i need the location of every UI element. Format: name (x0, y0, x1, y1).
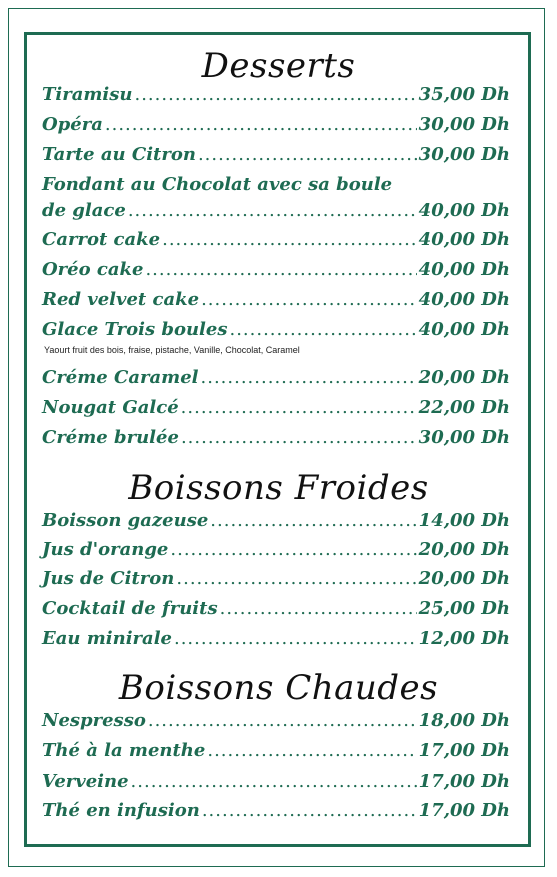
section-title-desserts: Desserts (201, 46, 356, 86)
item-name: Opéra (42, 114, 103, 135)
item-name: Tiramisu (42, 84, 133, 105)
item-name: Créme Caramel (42, 367, 199, 388)
item-price: 40,00 Dh (418, 200, 510, 221)
item-price: 40,00 Dh (418, 319, 510, 340)
item-price: 25,00 Dh (418, 598, 510, 619)
leader-dots (145, 259, 416, 280)
menu-item-the-a-la-menthe (42, 740, 510, 761)
menu-item-tarte-au-citron (42, 144, 510, 165)
item-name: Eau minirale (42, 628, 172, 649)
menu-item-opera (42, 114, 510, 135)
menu-item-nespresso (42, 710, 510, 731)
item-name: Nespresso (42, 710, 146, 731)
leader-dots (210, 510, 416, 531)
item-price: 14,00 Dh (418, 510, 510, 531)
leader-dots (176, 568, 416, 589)
item-price: 20,00 Dh (418, 367, 510, 388)
item-price: 20,00 Dh (418, 568, 510, 589)
leader-dots (170, 539, 416, 560)
leader-dots (148, 710, 417, 731)
menu-item-glace-trois-boules (42, 319, 510, 340)
leader-dots (229, 319, 416, 340)
menu-item-oreo-cake (42, 259, 510, 280)
leader-dots (207, 740, 416, 761)
item-name: Tarte au Citron (42, 144, 196, 165)
leader-dots (198, 144, 417, 165)
item-price: 30,00 Dh (418, 427, 510, 448)
menu-item-fondant-au-chocolat (42, 200, 510, 221)
item-name: Red velvet cake (42, 289, 200, 310)
menu-item-boisson-gazeuse (42, 510, 510, 531)
item-name: Créme brulée (42, 427, 179, 448)
leader-dots (202, 800, 417, 821)
item-price: 17,00 Dh (418, 800, 510, 821)
item-price: 18,00 Dh (418, 710, 510, 731)
menu-item-creme-caramel (42, 367, 510, 388)
leader-dots (220, 598, 417, 619)
item-price: 30,00 Dh (418, 114, 510, 135)
menu-item-cocktail-de-fruits (42, 598, 510, 619)
item-price: 22,00 Dh (418, 397, 510, 418)
item-name: Oréo cake (42, 259, 144, 280)
item-price: 40,00 Dh (418, 229, 510, 250)
leader-dots (181, 397, 417, 418)
menu-item-the-en-infusion (42, 800, 510, 821)
menu-item-jus-d-orange (42, 539, 510, 560)
item-name: Cocktail de fruits (42, 598, 218, 619)
item-price: 17,00 Dh (418, 771, 510, 792)
menu-item-tiramisu (42, 84, 510, 105)
leader-dots (174, 628, 417, 649)
section-title-boissons-chaudes: Boissons Chaudes (118, 668, 439, 708)
item-name: Carrot cake (42, 229, 161, 250)
item-name: Jus de Citron (42, 568, 175, 589)
menu-item-verveine (42, 771, 510, 792)
item-price: 20,00 Dh (418, 539, 510, 560)
item-name: Glace Trois boules (42, 319, 228, 340)
item-price: 30,00 Dh (418, 144, 510, 165)
item-price: 35,00 Dh (418, 84, 510, 105)
leader-dots (134, 84, 416, 105)
leader-dots (162, 229, 417, 250)
leader-dots (105, 114, 417, 135)
menu-item-carrot-cake (42, 229, 510, 250)
item-name: Jus d'orange (42, 539, 169, 560)
item-name-line1: Fondant au Chocolat avec sa boule (42, 174, 393, 195)
section-title-boissons-froides: Boissons Froides (128, 468, 429, 508)
leader-dots (181, 427, 417, 448)
leader-dots (201, 367, 417, 388)
leader-dots (201, 289, 417, 310)
menu-item-nougat-glace (42, 397, 510, 418)
menu-item-eau-minirale (42, 628, 510, 649)
item-name: Thé à la menthe (42, 740, 206, 761)
menu-item-creme-brulee (42, 427, 510, 448)
leader-dots (131, 771, 417, 792)
item-price: 12,00 Dh (418, 628, 510, 649)
item-price: 17,00 Dh (418, 740, 510, 761)
item-name: Verveine (42, 771, 129, 792)
item-name: Nougat Galcé (42, 397, 179, 418)
leader-dots (128, 200, 417, 221)
menu-item-jus-de-citron (42, 568, 510, 589)
menu-item-red-velvet-cake (42, 289, 510, 310)
item-name: Boisson gazeuse (42, 510, 209, 531)
item-name: de glace (42, 200, 126, 221)
item-note: Yaourt fruit des bois, fraise, pistache, Vanille, Chocolat, Caramel (44, 345, 300, 355)
item-price: 40,00 Dh (418, 289, 510, 310)
item-price: 40,00 Dh (418, 259, 510, 280)
item-name: Thé en infusion (42, 800, 200, 821)
